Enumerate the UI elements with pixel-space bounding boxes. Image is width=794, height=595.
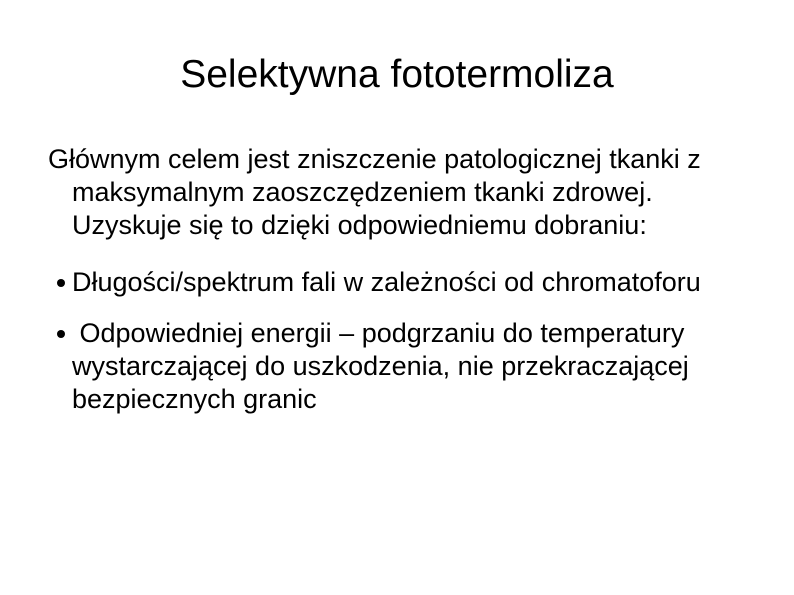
slide-content bbox=[48, 143, 768, 434]
bullet-item-wavelength bbox=[48, 266, 768, 299]
bullet-dot-icon bbox=[57, 279, 65, 287]
bullet-item-energy bbox=[48, 317, 768, 416]
bullet-text: Długości/spektrum fali w zależności od chromatoforu bbox=[72, 267, 701, 297]
slide-title: Selektywna fototermoliza bbox=[180, 53, 614, 96]
bullet-text: Odpowiedniej energii – podgrzaniu do temperatury wystarczającej do uszkodzenia, nie przekraczającej bezpiecznych granic bbox=[72, 318, 697, 414]
bullet-dot-icon bbox=[57, 330, 65, 338]
bullet-list bbox=[48, 266, 768, 416]
intro-paragraph: Głównym celem jest zniszczenie patologicznej tkanki z maksymalnym zaoszczędzeniem tkanki zdrowej. Uzyskuje się to dzięki odpowiedniemu dobraniu: bbox=[48, 144, 701, 240]
